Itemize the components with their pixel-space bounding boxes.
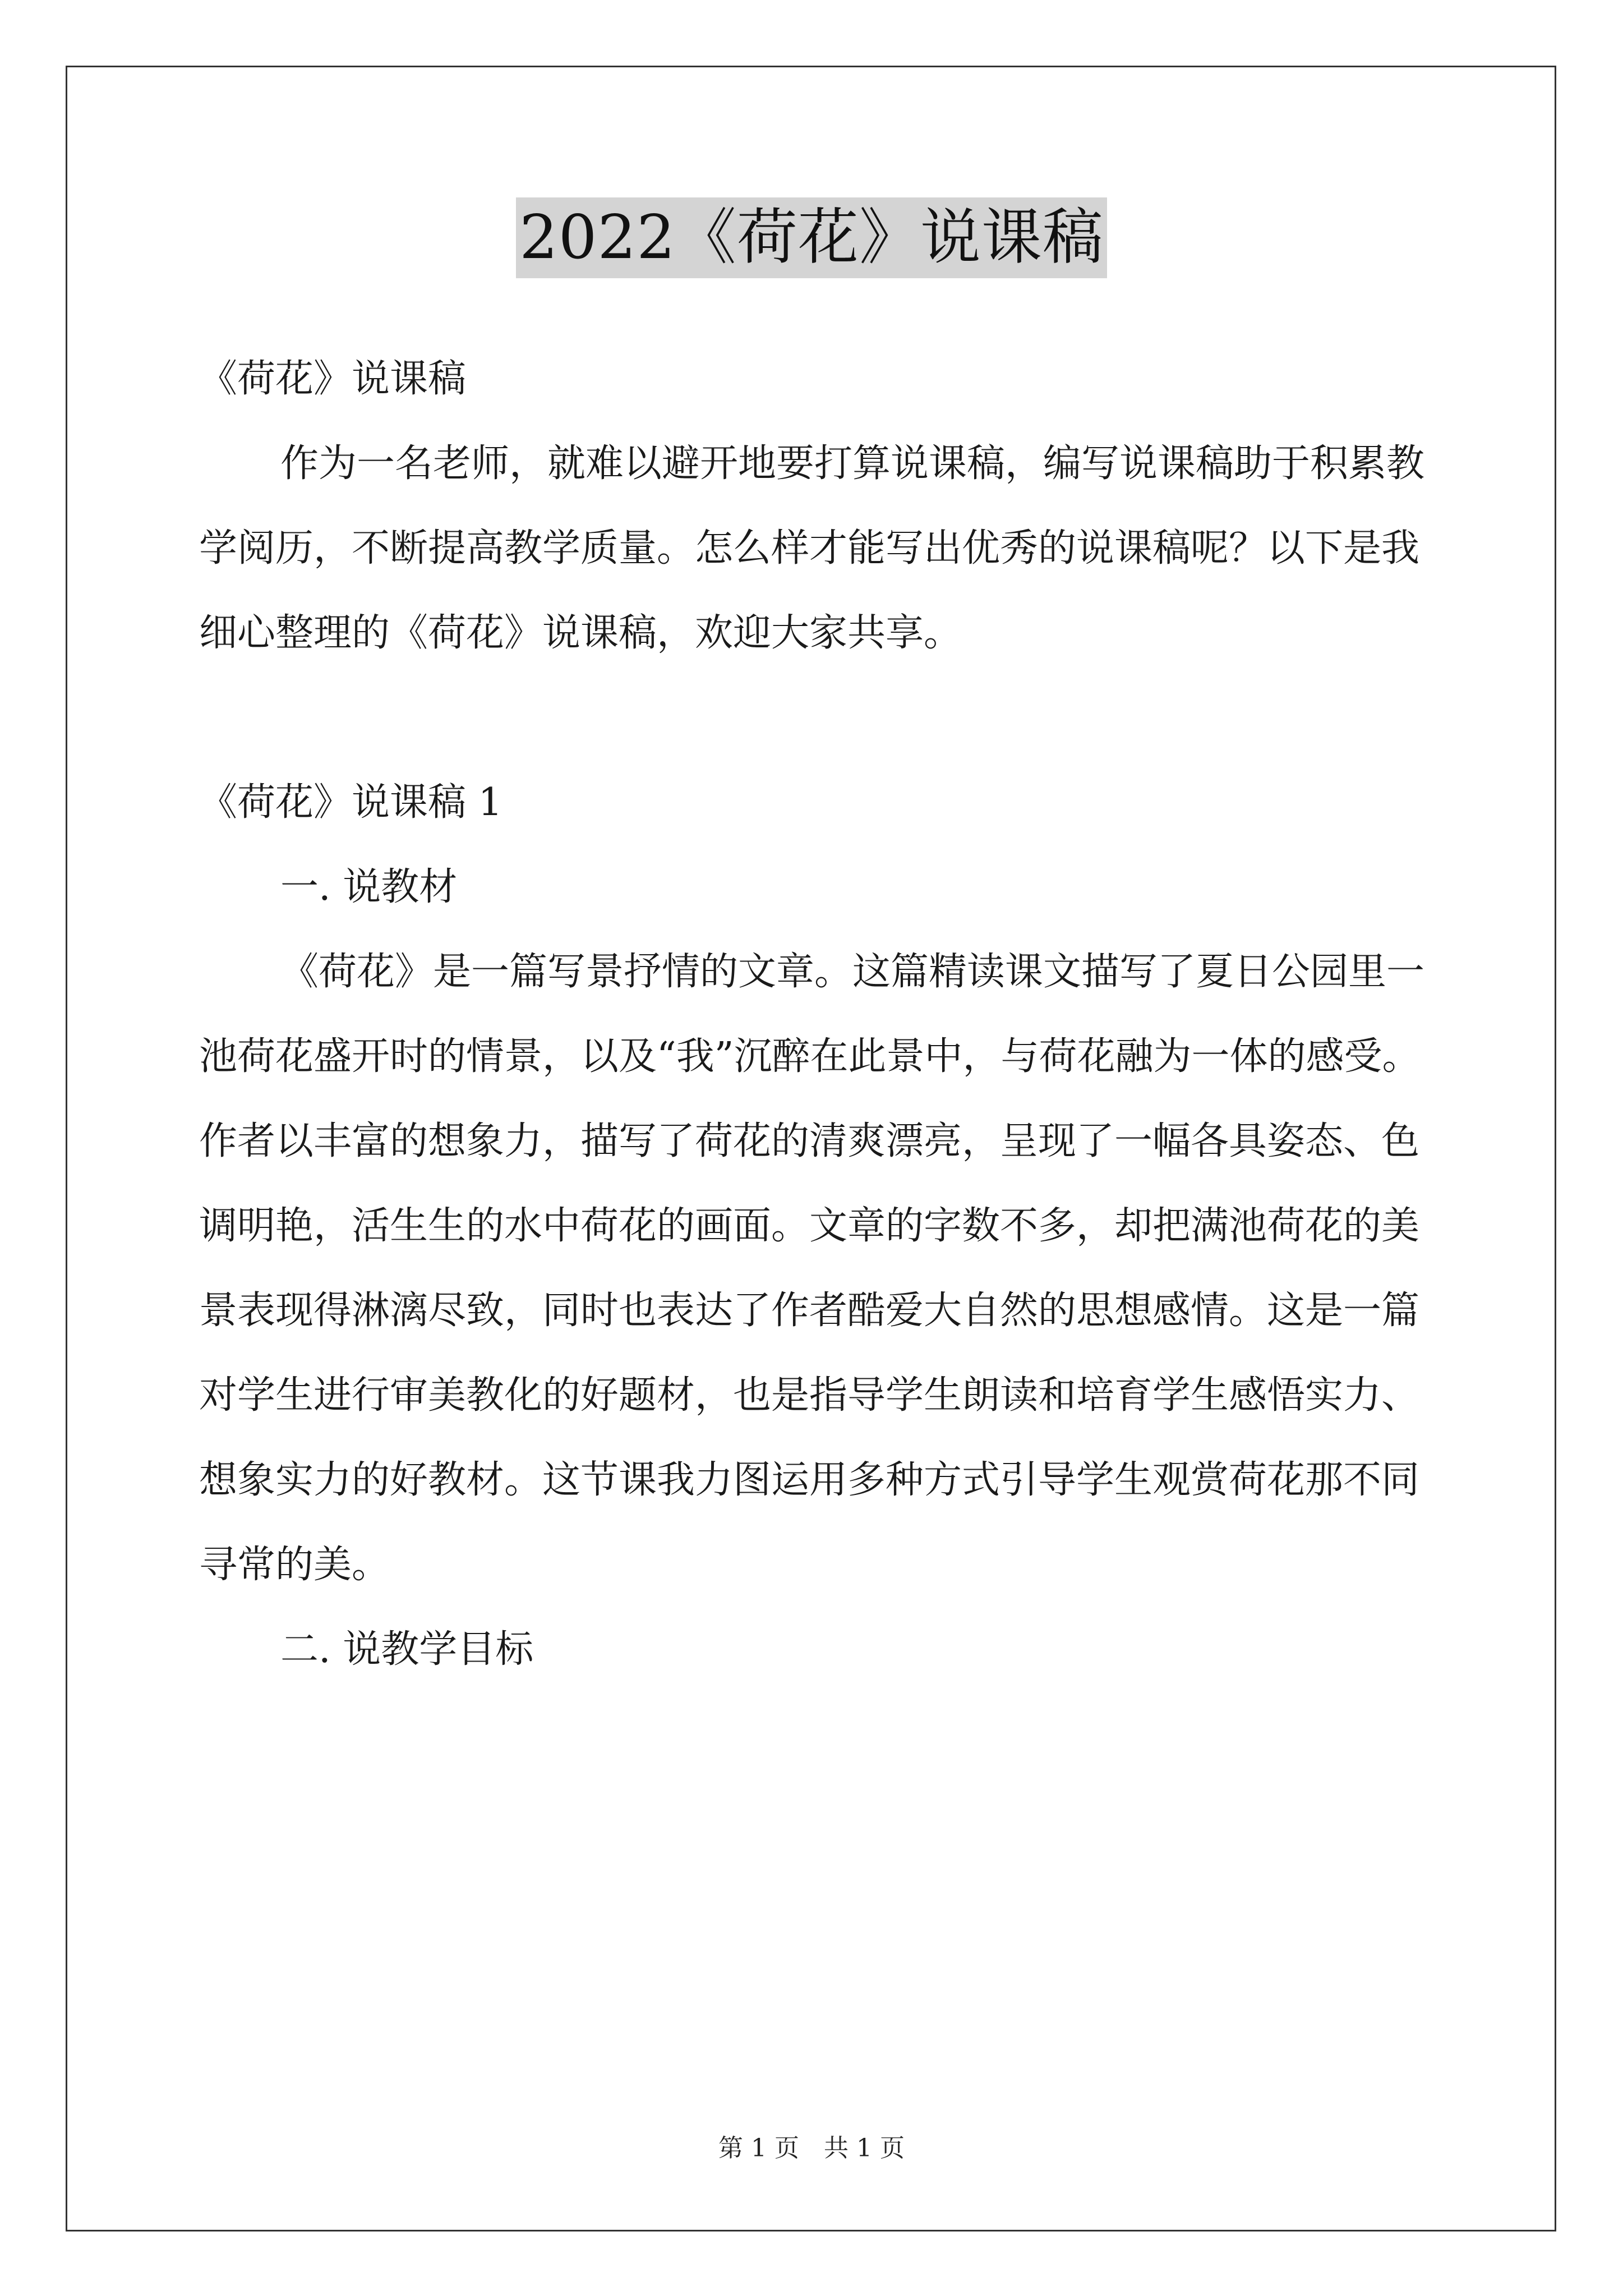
document-title: 2022《荷花》说课稿	[516, 197, 1107, 278]
intro-heading: 《荷花》说课稿	[199, 357, 467, 401]
intro-paragraph: 作为一名老师，就难以避开地要打算说课稿，编写说课稿助于积累教学阅历，不断提高教学质量。怎么样才能写出优秀的说课稿呢？以下是我细心整理的《荷花》说课稿，欢迎大家共享。	[199, 441, 1425, 655]
paragraph-spacer	[199, 675, 1433, 760]
page-footer: 第 1 页 共 1 页	[718, 2134, 905, 2162]
document-body	[199, 337, 1433, 1692]
subheading-teaching-goals: 二. 说教学目标	[280, 1627, 534, 1672]
section-heading: 《荷花》说课稿 1	[199, 780, 502, 825]
title-container	[0, 197, 1623, 278]
subheading-teaching-material: 一. 说教材	[280, 865, 458, 909]
body-paragraph: 《荷花》是一篇写景抒情的文章。这篇精读课文描写了夏日公园里一池荷花盛开时的情景，以及“我”沉醉在此景中，与荷花融为一体的感受。作者以丰富的想象力，描写了荷花的清爽漂亮，呈现了一幅各具姿态、色调明艳，活生生的水中荷花的画面。文章的字数不多，却把满池荷花的美景表现得淋漓尽致，同时也表达了作者酷爱大自然的思想感情。这是一篇对学生进行审美教化的好题材，也是指导学生朗读和培育学生感悟实力、想象实力的好教材。这节课我力图运用多种方式引导学生观赏荷花那不同寻常的美。	[199, 950, 1425, 1587]
